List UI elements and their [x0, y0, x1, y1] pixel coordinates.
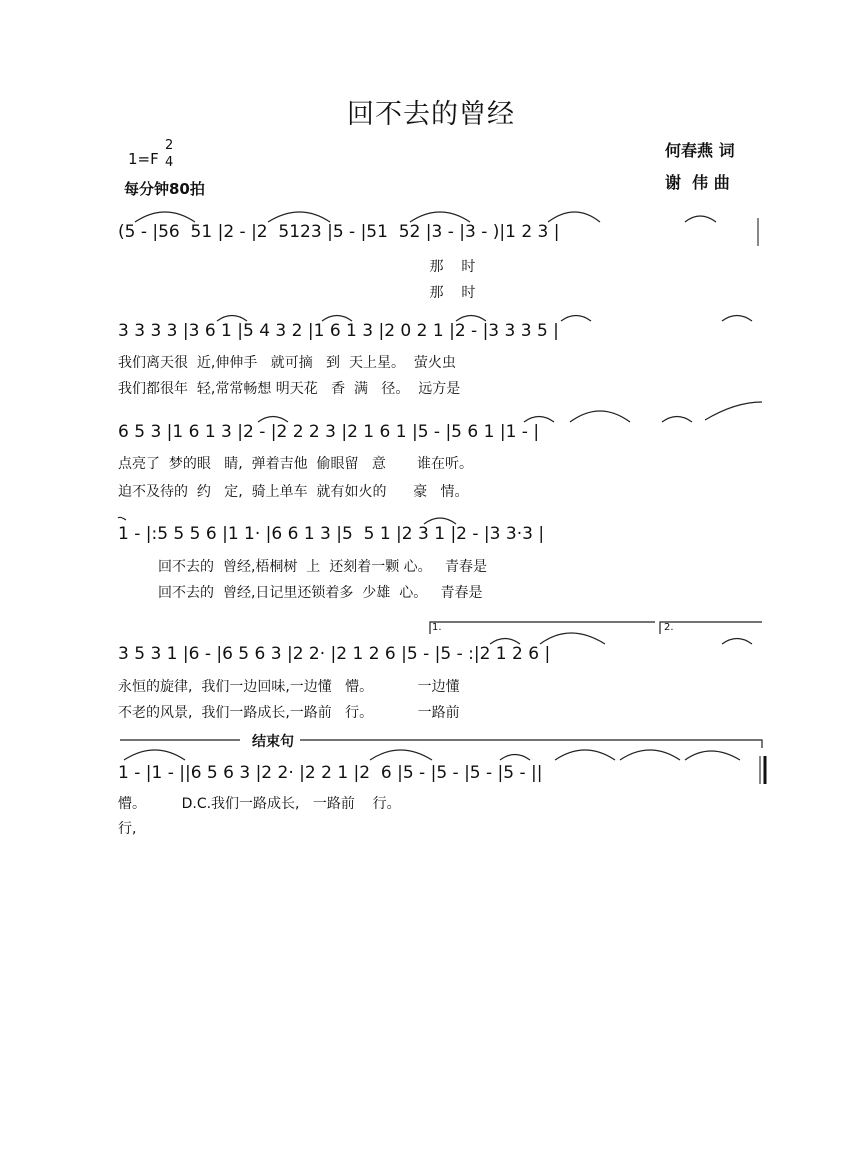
lyric-line-2a: 我们离天很 近,伸伸手 就可摘 到 天上星。 萤火虫 — [118, 355, 456, 371]
slur — [722, 639, 752, 645]
lyric-line-1a: 那 时 — [118, 259, 476, 275]
score-line-5: 3 5 3 1 |6 - |6 5 6 3 |2 2· |2 1 2 6 |5 - |5 - :|2 1 2 6 | — [118, 644, 551, 664]
first-ending-bracket — [430, 622, 655, 634]
slur — [548, 212, 600, 222]
tempo-marking: 每分钟80拍 — [124, 180, 205, 198]
lyric-line-3a: 点亮了 梦的眼 睛, 弹着吉他 偷眼留 意 谁在听。 — [118, 456, 474, 472]
slur — [561, 316, 591, 322]
lyric-line-4b: 回不去的 曾经,日记里还锁着多 少雄 心。 青春是 — [118, 585, 483, 601]
coda-label: 结束句 — [252, 734, 294, 750]
slur — [722, 316, 752, 322]
song-title: 回不去的曾经 — [347, 99, 515, 130]
lyric-line-3b: 迫不及待的 约 定, 骑上单车 就有如火的 豪 情。 — [118, 484, 469, 500]
slur — [570, 411, 630, 422]
slur — [705, 402, 762, 420]
second-ending-bracket — [660, 622, 762, 634]
time-signature-bottom: 4 — [165, 155, 174, 170]
time-signature-top: 2 — [165, 138, 174, 153]
composer-credit: 谢 伟 曲 — [665, 173, 730, 192]
slur — [268, 212, 330, 222]
slur — [555, 750, 615, 760]
lyricist-credit: 何春燕 词 — [665, 141, 735, 160]
second-ending-label: 2. — [664, 622, 674, 633]
lyric-line-6a: 懵。 D.C.我们一路成长, 一路前 行。 — [118, 796, 401, 812]
score-line-6: 1 - |1 - ||6 5 6 3 |2 2· |2 2 1 |2 6 |5 - |5 - |5 - |5 - || — [118, 763, 543, 783]
slur — [685, 216, 716, 222]
lyric-line-5a: 永恒的旋律, 我们一边回味,一边懂 懵。 一边懂 — [118, 679, 460, 695]
coda-line-right — [300, 740, 762, 748]
first-ending-label: 1. — [432, 622, 442, 633]
lyric-line-4a: 回不去的 曾经,梧桐树 上 还刻着一颗 心。 青春是 — [118, 559, 488, 575]
key-signature: 1=F — [128, 150, 159, 168]
slur — [620, 750, 680, 760]
slur — [124, 750, 185, 760]
lyric-line-1b: 那 时 — [118, 285, 476, 301]
slur — [135, 212, 195, 222]
slur — [410, 212, 470, 222]
slur — [118, 517, 126, 520]
score-line-4: 1 - |:5 5 5 6 |1 1· |6 6 1 3 |5 5 1 |2 3 1 |2 - |3 3·3 | — [118, 524, 545, 544]
score-line-2: 3 3 3 3 |3 6 1 |5 4 3 2 |1 6 1 3 |2 0 2 1 |2 - |3 3 3 5 | — [118, 321, 559, 341]
slur — [685, 751, 740, 760]
lyric-line-6b: 行, — [118, 821, 137, 837]
score-line-1: (5 - |56 51 |2 - |2 5123 |5 - |51 52 |3 - |3 - )|1 2 3 | — [118, 222, 560, 242]
lyric-line-2b: 我们都很年 轻,常常畅想 明天花 香 满 径。 远方是 — [118, 381, 461, 397]
slur — [500, 755, 530, 761]
slur — [662, 417, 692, 423]
slur — [370, 750, 432, 760]
score-line-3: 6 5 3 |1 6 1 3 |2 - |2 2 2 3 |2 1 6 1 |5 - |5 6 1 |1 - | — [118, 422, 540, 442]
slur — [540, 633, 605, 644]
lyric-line-5b: 不老的风景, 我们一路成长,一路前 行。 一路前 — [118, 705, 460, 721]
